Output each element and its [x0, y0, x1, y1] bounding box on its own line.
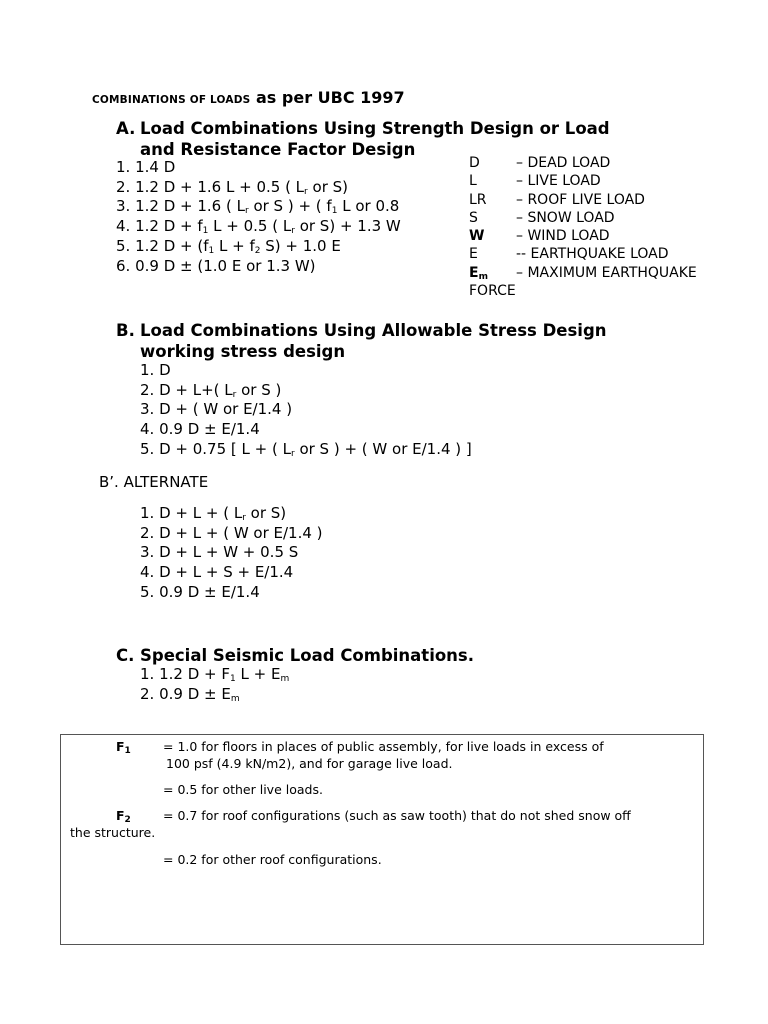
legend-row	[469, 264, 697, 282]
title-small: COMBINATIONS OF LOADS	[92, 94, 251, 106]
legend-symbol: W	[469, 228, 485, 245]
formula-item: 2. 0.9 $D \pm E_m$	[140, 684, 240, 704]
section-a-letter: A.	[116, 119, 136, 138]
section-a-list	[116, 158, 401, 276]
legend-symbol: LR	[469, 191, 487, 208]
legend-description: – LIVE LOAD	[516, 173, 601, 190]
section-c-heading	[116, 645, 474, 666]
f2-line1: = 0.7 for roof configurations (such as saw tooth) that do not shed snow off	[163, 808, 631, 823]
formula-item: 4. 0.9 D ± E/1.4	[140, 420, 260, 439]
legend-symbol: E	[469, 246, 478, 263]
legend-symbol: $E_m$	[469, 264, 488, 282]
section-c-letter: C.	[116, 646, 135, 665]
legend-row	[469, 227, 697, 245]
formula-item: 5. D + 0.75 [ L + ( $L_r$ or S ) + ( W or E/1.4 ) ]	[140, 439, 472, 459]
formula-item: 4. D + L + S + E/1.4	[140, 563, 294, 582]
f1-alt: = 0.5 for other live loads.	[163, 782, 323, 797]
legend-symbol: S	[469, 209, 478, 226]
formula-item: 4. 1.2 $D + f_1$ L + 0.5 ( $L_r$ or S) + 1.3 W	[116, 217, 401, 237]
section-a-line1: Load Combinations Using Strength Design or Load	[140, 119, 610, 138]
f2-line2: the structure.	[70, 825, 156, 840]
formula-item: 1. 1.2 $D + F_1$ $L + E_m$	[140, 665, 290, 684]
section-a-line2: and Resistance Factor Design	[140, 140, 416, 159]
section-b-line1: Load Combinations Using Allowable Stress Design	[140, 321, 607, 340]
f1-line2: 100 psf (4.9 kN/m2), and for garage live load.	[166, 756, 453, 771]
formula-item: 3. D + L + W + 0.5 S	[140, 543, 299, 562]
load-legend	[469, 154, 697, 300]
formula-item: 5. 0.9 D ± E/1.4	[140, 582, 260, 601]
section-b-list	[140, 361, 472, 460]
f2-alt: = 0.2 for other roof configurations.	[163, 852, 382, 867]
legend-symbol: D	[469, 155, 480, 171]
f2-label: $F_2$	[116, 808, 131, 825]
legend-symbol: L	[469, 173, 477, 190]
section-b-letter: B.	[116, 321, 135, 340]
alternate-list	[140, 504, 323, 603]
formula-item: 3. 1.2 D + 1.6 ( $L_r$ or S ) + ( $f_1$ L or 0.8	[116, 197, 400, 217]
legend-row	[469, 282, 697, 300]
formula-item: 1. 1.4 D	[116, 158, 176, 176]
title-big: as per UBC 1997	[250, 88, 405, 107]
section-c-line1: Special Seismic Load Combinations.	[140, 646, 475, 665]
legend-description: – ROOF LIVE LOAD	[516, 191, 645, 208]
factor-notes-box	[60, 734, 704, 945]
page-title	[92, 88, 405, 107]
section-b-heading	[116, 320, 607, 362]
legend-description: – WIND LOAD	[516, 228, 610, 245]
legend-description: – MAXIMUM EARTHQUAKE	[516, 264, 697, 281]
formula-item: 2. 1.2 D + 1.6 L + 0.5 ( $L_r$ or S)	[116, 177, 349, 197]
formula-item: 2. D + L + ( W or E/1.4 )	[140, 523, 323, 542]
formula-item: 1. D + L + ( $L_r$ or S)	[140, 504, 287, 523]
legend-symbol: FORCE	[469, 283, 516, 300]
formula-item: 2. D + L+( $L_r$ or S )	[140, 380, 282, 400]
alternate-label: B’. ALTERNATE	[99, 473, 209, 491]
legend-row	[469, 154, 697, 172]
legend-description: – SNOW LOAD	[516, 209, 615, 226]
formula-item: 3. D + ( W or E/1.4 )	[140, 400, 293, 419]
legend-description: -- EARTHQUAKE LOAD	[516, 246, 669, 263]
legend-row	[469, 245, 697, 263]
formula-item: 5. 1.2 $D + (f_1$ $L + f_2$ S) + 1.0 E	[116, 236, 341, 256]
legend-row	[469, 191, 697, 209]
f1-line1: = 1.0 for floors in places of public assembly, for live loads in excess of	[163, 739, 604, 754]
f1-label: $F_1$	[116, 739, 131, 756]
legend-row	[469, 209, 697, 227]
section-b-line2: working stress design	[140, 342, 346, 361]
section-c-list	[140, 665, 289, 704]
legend-row	[469, 172, 697, 190]
formula-item: 6. 0.9 D ± (1.0 E or 1.3 W)	[116, 256, 316, 275]
formula-item: 1. D	[140, 361, 171, 379]
legend-description: – DEAD LOAD	[516, 155, 611, 171]
